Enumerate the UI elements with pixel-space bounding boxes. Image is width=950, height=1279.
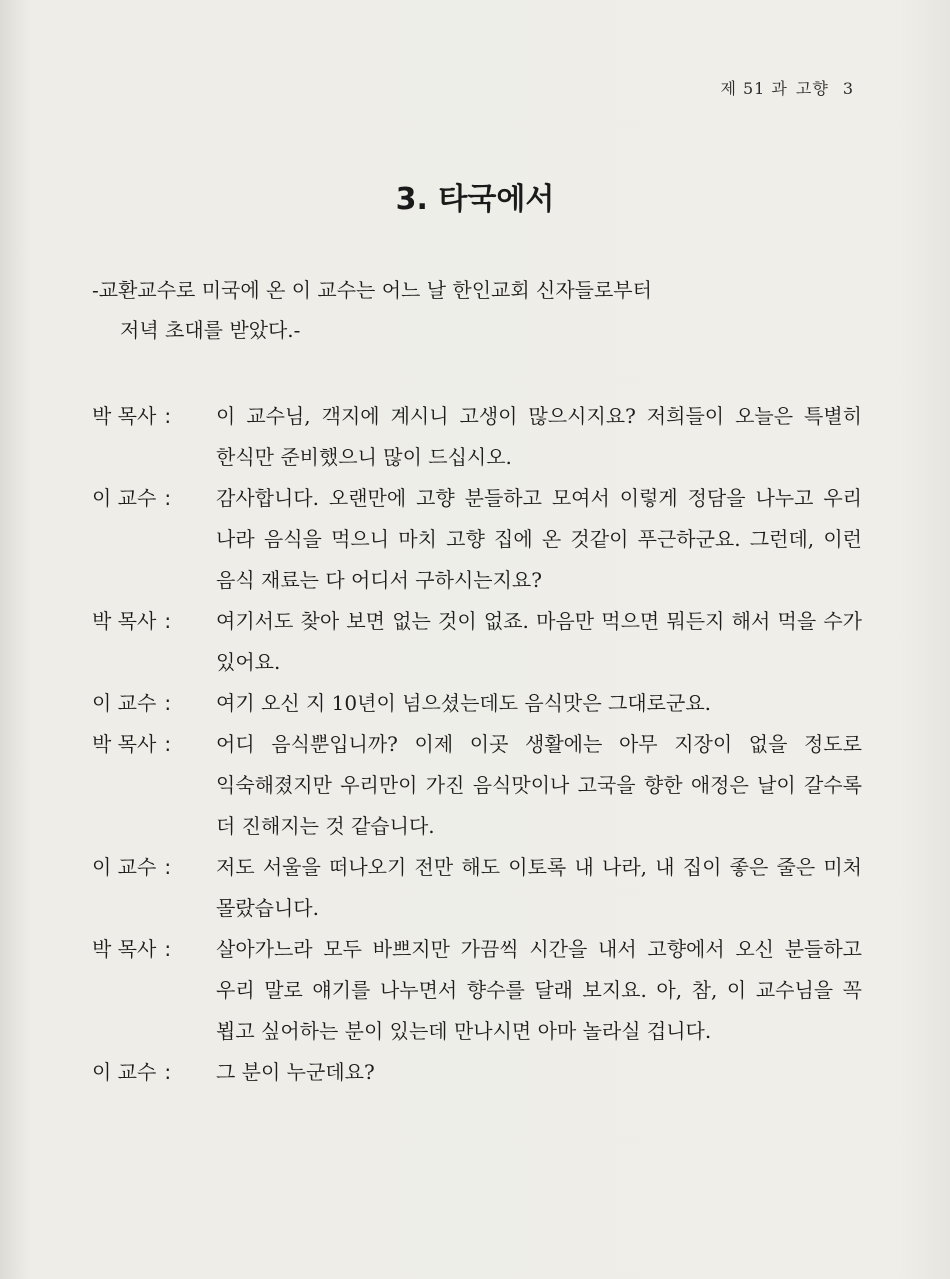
utterance-text: 여기서도 찾아 보면 없는 것이 없죠. 마음만 먹으면 뭐든지 해서 먹을 수가 있어요.: [216, 609, 862, 674]
dialog-turn: [92, 601, 862, 683]
intro-paragraph: [92, 270, 862, 350]
speaker-label: 박 목사 :: [92, 937, 172, 961]
utterance-text: 이 교수님, 객지에 계시니 고생이 많으시지요? 저희들이 오늘은 특별히 한식만 준비했으니 많이 드십시오.: [216, 404, 862, 469]
speaker-label: 박 목사 :: [92, 404, 172, 428]
intro-line-1: -교환교수로 미국에 온 이 교수는 어느 날 한인교회 신자들로부터: [92, 278, 652, 302]
lesson-topic: 고향: [795, 79, 829, 98]
section-title: 3. 타국에서: [395, 182, 555, 217]
utterance-text: 감사합니다. 오랜만에 고향 분들하고 모여서 이렇게 정담을 나누고 우리 나라 음식을 먹으니 마치 고향 집에 온 것같이 푸근하군요. 그런데, 이런 음식 재료는 다 어디서 구하시는지요?: [216, 486, 862, 592]
dialog-turn: [92, 724, 862, 847]
speaker-label: 이 교수 :: [92, 1060, 172, 1084]
utterance-text: 그 분이 누군데요?: [216, 1060, 375, 1084]
dialog-turn: [92, 1052, 862, 1093]
running-header: [720, 76, 854, 99]
lesson-label: 제 51 과: [720, 79, 788, 98]
dialog: [92, 396, 862, 1093]
dialog-turn: [92, 396, 862, 478]
utterance-text: 살아가느라 모두 바쁘지만 가끔씩 시간을 내서 고향에서 오신 분들하고 우리 말로 얘기를 나누면서 향수를 달래 보지요. 아, 참, 이 교수님을 꼭 뵙고 싶어하는 분이 있는데 만나시면 아마 놀라실 겁니다.: [216, 937, 862, 1043]
utterance-text: 여기 오신 지 10년이 넘으셨는데도 음식맛은 그대로군요.: [216, 691, 711, 715]
utterance-text: 어디 음식뿐입니까? 이제 이곳 생활에는 아무 지장이 없을 정도로 익숙해졌지만 우리만이 가진 음식맛이나 고국을 향한 애정은 날이 갈수록 더 진해지는 것 같습니다.: [216, 732, 862, 838]
dialog-turn: [92, 847, 862, 929]
speaker-label: 박 목사 :: [92, 732, 172, 756]
intro-line-2: 저녁 초대를 받았다.-: [120, 318, 301, 342]
dialog-turn: [92, 683, 862, 724]
speaker-label: 이 교수 :: [92, 486, 172, 510]
dialog-turn: [92, 478, 862, 601]
speaker-label: 박 목사 :: [92, 609, 172, 633]
speaker-label: 이 교수 :: [92, 691, 172, 715]
speaker-label: 이 교수 :: [92, 855, 172, 879]
page-number: 3: [842, 79, 854, 98]
dialog-turn: [92, 929, 862, 1052]
utterance-text: 저도 서울을 떠나오기 전만 해도 이토록 내 나라, 내 집이 좋은 줄은 미처 몰랐습니다.: [216, 855, 862, 920]
